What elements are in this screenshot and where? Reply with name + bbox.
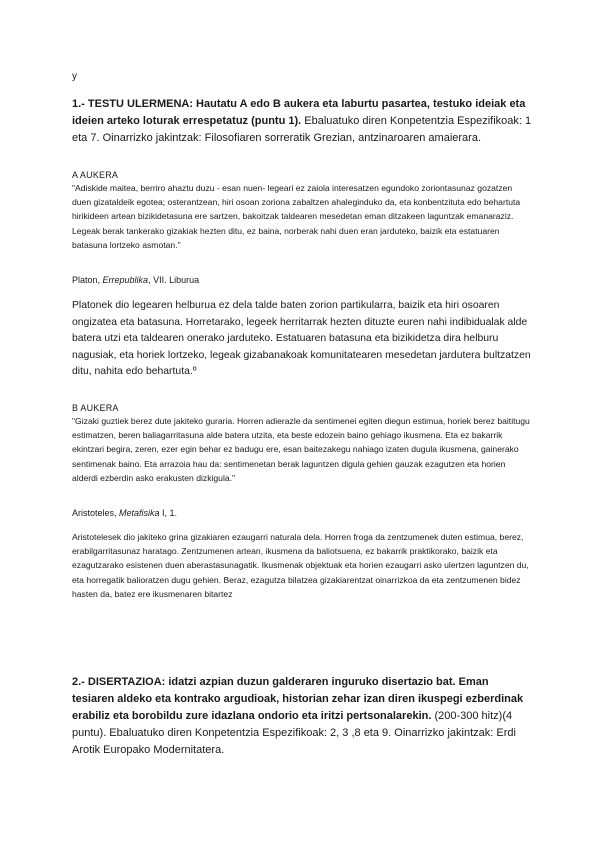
option-a-quote: "Adiskide maitea, berriro ahaztu duzu - esan nuen- legeari ez zaiola interesatzen egundoko zoriontasunaz gozatzen duen gizataldeik egotea; osterantzean, hiri osoan zoriona zabaltzen ahaleginduko da, eta konbentzituta edo behartuta hirikideen artean bizikidetasuna ere sartzen, bakoitzak taldearen mesedetan eman ditzakeen laguntzak emanaraziz. Legeak berak tankerako gizakiak hezten ditu, ez baina, norberak nahi duen eran jarduteko, baizik eta estatuaren batasuna lortzeko asmotan." xyxy=(72,183,521,250)
citation-work: Metafisika xyxy=(119,508,160,518)
question-1 xyxy=(72,96,532,147)
question-2-heading: 2.- DISERTAZIOA: idatzi azpian duzun galderaren inguruko disertazio bat. Eman tesiaren aldeko eta kontrako argudioak, historian zehar izan diren ikuspegi ezberdinak erabiliz eta borobildu zure idazlana ondorio eta iritzi pertsonalarekin. xyxy=(72,676,524,722)
option-a-summary: Platonek dio legearen helburua ez dela talde baten zorion partikularra, baizik eta hiri osoaren ongizatea eta batasuna. Horretarako, legeek herritarrak hezten dituzte euren nahi indibidualak alde batera utzi eta taldearen onerako jarduteko. Estatuaren batasuna eta bizikidetza dira helburu nagusiak, eta horiek lortzeko, legeak gizabanakoak komunitatearen mesedetan jardutera bultzatzen ditu, nahita edo behartuta.º xyxy=(72,300,531,377)
citation-author: Aristoteles, xyxy=(72,508,120,518)
question-1-details: Ebaluatuko diren Konpetentzia Espezifikoak: 1 eta 7. Oinarrizko jakintzak: Filosofiaren sorreratik Grezian, antzinaroaren amaierara. xyxy=(72,115,532,144)
citation-author: Platon, xyxy=(72,275,103,285)
citation-detail: I, 1. xyxy=(159,508,178,518)
question-2-details: (200-300 hitz)(4 puntu). Ebaluatuko diren Konpetentzia Espezifikoak: 2, 3 ,8 eta 9. Oinarrizko jakintzak: Erdi Arotik Europako Modernitatera. xyxy=(72,710,516,756)
question-1-heading: 1.- TESTU ULERMENA: Hautatu A edo B aukera eta laburtu pasartea, testuko ideiak eta ideien arteko loturak errespetatuz (puntu 1). xyxy=(72,98,526,127)
citation-work: Errepublika xyxy=(102,275,149,285)
option-b-citation xyxy=(72,508,532,518)
option-b-quote: "Gizaki guztiek berez dute jakiteko guraria. Horren adierazle da sentimenei egiten diegun estimua, horiek berez baititugu estimatzen, beren baliagarritasuna alde batera utzita, eta beste edozein baino gehiago ikusmena. Eta ez bakarrik ekintzari begira, zeren, ezer egin behar ez badugu ere, esan baitezakegu nahiago izaten dugula ikusmena, gainerako sentimenak baino. Eta arrazoia hau da: sentimenetan berak laguntzen digula gehien gauzak ezagutzen eta horien alderdi ezberdin asko erakusten dizkigula." xyxy=(72,416,530,483)
option-a-citation xyxy=(72,275,532,285)
option-b-summary: Aristotelesek dio jakiteko grina gizakiaren ezaugarri naturala dela. Horren froga da zentzumenek duten estimua, berez, erabilgarritasunaz haratago. Zentzumenen artean, ikusmena da baliotsuena, ez bakarrik praktikorako, baizik eta ezagutzarako esistenen duen aberastasunagatik. Ikusmenak objektuak eta horien ezaugarri asko ulertzen laguntzen du, eta horregatik balioratzen dugu gehien. Beraz, ezagutza bilatzea gizakiarentzat oinarrizkoa da eta zentzumenen bidez hasten da, batez ere ikusmenaren bitartez xyxy=(72,532,529,599)
option-b-label: B AUKERA xyxy=(72,403,119,413)
stray-mark: y xyxy=(72,71,77,82)
citation-detail: , VII. Liburua xyxy=(148,275,200,285)
question-2 xyxy=(72,674,532,759)
option-a-label: A AUKERA xyxy=(72,170,119,180)
